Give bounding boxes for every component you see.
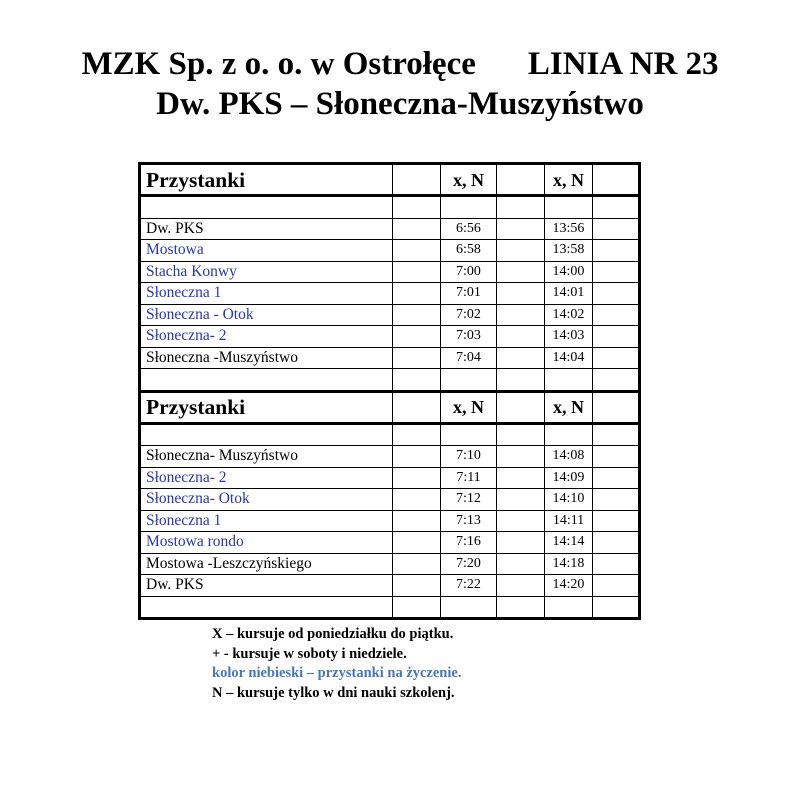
- course-1-header: x, N: [441, 391, 497, 423]
- empty-cell: [593, 369, 640, 392]
- empty-cell: [593, 164, 640, 196]
- departure-time-1: 7:11: [441, 467, 497, 489]
- departure-time-2: 14:03: [545, 326, 593, 348]
- empty-cell: [497, 510, 545, 532]
- departure-time-2: 14:11: [545, 510, 593, 532]
- empty-cell: [545, 196, 593, 219]
- empty-cell: [593, 347, 640, 369]
- departure-time-1: 7:22: [441, 575, 497, 597]
- departure-time-1: 7:03: [441, 326, 497, 348]
- empty-cell: [593, 510, 640, 532]
- stop-name: Mostowa rondo: [140, 532, 393, 554]
- empty-cell: [441, 596, 497, 619]
- empty-cell: [593, 326, 640, 348]
- empty-cell: [393, 283, 441, 305]
- stop-row: [140, 575, 640, 597]
- stop-name: Słoneczna- Muszyństwo: [140, 446, 393, 468]
- departure-time-2: 14:10: [545, 489, 593, 511]
- empty-cell: [393, 369, 441, 392]
- empty-cell: [593, 553, 640, 575]
- empty-cell: [593, 423, 640, 446]
- empty-cell: [441, 196, 497, 219]
- departure-time-1: 7:02: [441, 304, 497, 326]
- line-number: LINIA NR 23: [527, 46, 719, 82]
- empty-cell: [497, 218, 545, 240]
- empty-cell: [140, 369, 393, 392]
- departure-time-2: 14:20: [545, 575, 593, 597]
- empty-cell: [497, 553, 545, 575]
- empty-cell: [497, 423, 545, 446]
- departure-time-1: 7:10: [441, 446, 497, 468]
- empty-cell: [393, 446, 441, 468]
- departure-time-1: 7:01: [441, 283, 497, 305]
- departure-time-2: 14:14: [545, 532, 593, 554]
- empty-cell: [593, 575, 640, 597]
- empty-cell: [393, 218, 441, 240]
- stop-name: Słoneczna - Otok: [140, 304, 393, 326]
- empty-cell: [497, 196, 545, 219]
- empty-cell: [593, 489, 640, 511]
- empty-cell: [393, 596, 441, 619]
- empty-cell: [441, 369, 497, 392]
- empty-cell: [545, 369, 593, 392]
- section-2-header-row: [140, 391, 640, 423]
- departure-time-2: 14:08: [545, 446, 593, 468]
- empty-cell: [545, 423, 593, 446]
- stop-row: [140, 283, 640, 305]
- departure-time-2: 14:18: [545, 553, 593, 575]
- departure-time-1: 7:04: [441, 347, 497, 369]
- course-2-header: x, N: [545, 391, 593, 423]
- stop-row: [140, 326, 640, 348]
- section-1-header-row: [140, 164, 640, 196]
- departure-time-2: 13:56: [545, 218, 593, 240]
- empty-cell: [497, 164, 545, 196]
- empty-cell: [497, 596, 545, 619]
- stop-name: Słoneczna- 2: [140, 326, 393, 348]
- stop-name: Słoneczna- 2: [140, 467, 393, 489]
- stop-row: [140, 532, 640, 554]
- empty-cell: [497, 304, 545, 326]
- empty-cell: [545, 596, 593, 619]
- legend-school-days-note: N – kursuje tylko w dni nauki szkolenj.: [212, 684, 455, 701]
- empty-cell: [497, 240, 545, 262]
- empty-cell: [497, 446, 545, 468]
- empty-cell: [593, 467, 640, 489]
- empty-cell: [393, 467, 441, 489]
- empty-cell: [393, 575, 441, 597]
- stop-row: [140, 489, 640, 511]
- empty-cell: [393, 423, 441, 446]
- course-2-header: x, N: [545, 164, 593, 196]
- stop-name: Dw. PKS: [140, 575, 393, 597]
- empty-cell: [393, 304, 441, 326]
- legend-weekday-note: X – kursuje od poniedziałku do piątku.: [212, 626, 454, 642]
- stops-column-header: Przystanki: [140, 164, 393, 196]
- stop-name: Słoneczna- Otok: [140, 489, 393, 511]
- empty-cell: [497, 347, 545, 369]
- empty-cell: [593, 391, 640, 423]
- stop-row: [140, 467, 640, 489]
- empty-cell: [393, 196, 441, 219]
- departure-time-1: 7:16: [441, 532, 497, 554]
- empty-cell: [393, 240, 441, 262]
- stop-row: [140, 510, 640, 532]
- departure-time-2: 14:02: [545, 304, 593, 326]
- stop-name: Słoneczna 1: [140, 283, 393, 305]
- empty-cell: [497, 369, 545, 392]
- departure-time-1: 7:12: [441, 489, 497, 511]
- empty-cell: [593, 532, 640, 554]
- stop-name: Słoneczna 1: [140, 510, 393, 532]
- empty-cell: [497, 326, 545, 348]
- spacer-row: [140, 596, 640, 619]
- empty-cell: [140, 596, 393, 619]
- empty-cell: [140, 196, 393, 219]
- empty-cell: [497, 283, 545, 305]
- empty-cell: [140, 423, 393, 446]
- empty-cell: [393, 326, 441, 348]
- departure-time-1: 7:20: [441, 553, 497, 575]
- empty-cell: [393, 489, 441, 511]
- empty-cell: [593, 304, 640, 326]
- departure-time-1: 7:00: [441, 261, 497, 283]
- stop-name: Dw. PKS: [140, 218, 393, 240]
- empty-cell: [393, 553, 441, 575]
- stop-row: [140, 347, 640, 369]
- timetable: [138, 162, 641, 620]
- empty-cell: [593, 240, 640, 262]
- stop-name: Mostowa: [140, 240, 393, 262]
- empty-cell: [593, 283, 640, 305]
- stop-row: [140, 218, 640, 240]
- empty-cell: [393, 532, 441, 554]
- empty-cell: [393, 510, 441, 532]
- empty-cell: [593, 596, 640, 619]
- empty-cell: [393, 391, 441, 423]
- empty-cell: [497, 532, 545, 554]
- empty-cell: [593, 446, 640, 468]
- departure-time-1: 6:58: [441, 240, 497, 262]
- empty-cell: [393, 164, 441, 196]
- empty-cell: [497, 467, 545, 489]
- legend-on-request-note: kolor niebieski – przystanki na życzenie.: [212, 665, 462, 681]
- empty-cell: [593, 196, 640, 219]
- stop-row: [140, 304, 640, 326]
- stop-name: Słoneczna -Muszyństwo: [140, 347, 393, 369]
- departure-time-1: 7:13: [441, 510, 497, 532]
- spacer-row: [140, 369, 640, 392]
- stop-row: [140, 446, 640, 468]
- route-name: Dw. PKS – Słoneczna-Muszyństwo: [156, 86, 644, 122]
- departure-time-2: 14:04: [545, 347, 593, 369]
- stops-column-header: Przystanki: [140, 391, 393, 423]
- stop-name: Mostowa -Leszczyńskiego: [140, 553, 393, 575]
- departure-time-2: 14:01: [545, 283, 593, 305]
- departure-time-2: 14:00: [545, 261, 593, 283]
- empty-cell: [593, 261, 640, 283]
- empty-cell: [441, 423, 497, 446]
- empty-cell: [497, 489, 545, 511]
- timetable-header: [0, 44, 800, 124]
- empty-cell: [497, 575, 545, 597]
- empty-cell: [593, 218, 640, 240]
- stop-row: [140, 240, 640, 262]
- course-1-header: x, N: [441, 164, 497, 196]
- departure-time-1: 6:56: [441, 218, 497, 240]
- company-name: MZK Sp. z o. o. w Ostrołęce: [81, 46, 476, 82]
- spacer-row: [140, 423, 640, 446]
- stop-row: [140, 261, 640, 283]
- empty-cell: [393, 261, 441, 283]
- departure-time-2: 14:09: [545, 467, 593, 489]
- spacer-row: [140, 196, 640, 219]
- empty-cell: [393, 347, 441, 369]
- legend: [212, 625, 461, 703]
- empty-cell: [497, 261, 545, 283]
- legend-weekend-note: + - kursuje w soboty i niedziele.: [212, 645, 407, 662]
- stop-name: Stacha Konwy: [140, 261, 393, 283]
- stop-row: [140, 553, 640, 575]
- departure-time-2: 13:58: [545, 240, 593, 262]
- empty-cell: [497, 391, 545, 423]
- header-line-1: [0, 44, 800, 84]
